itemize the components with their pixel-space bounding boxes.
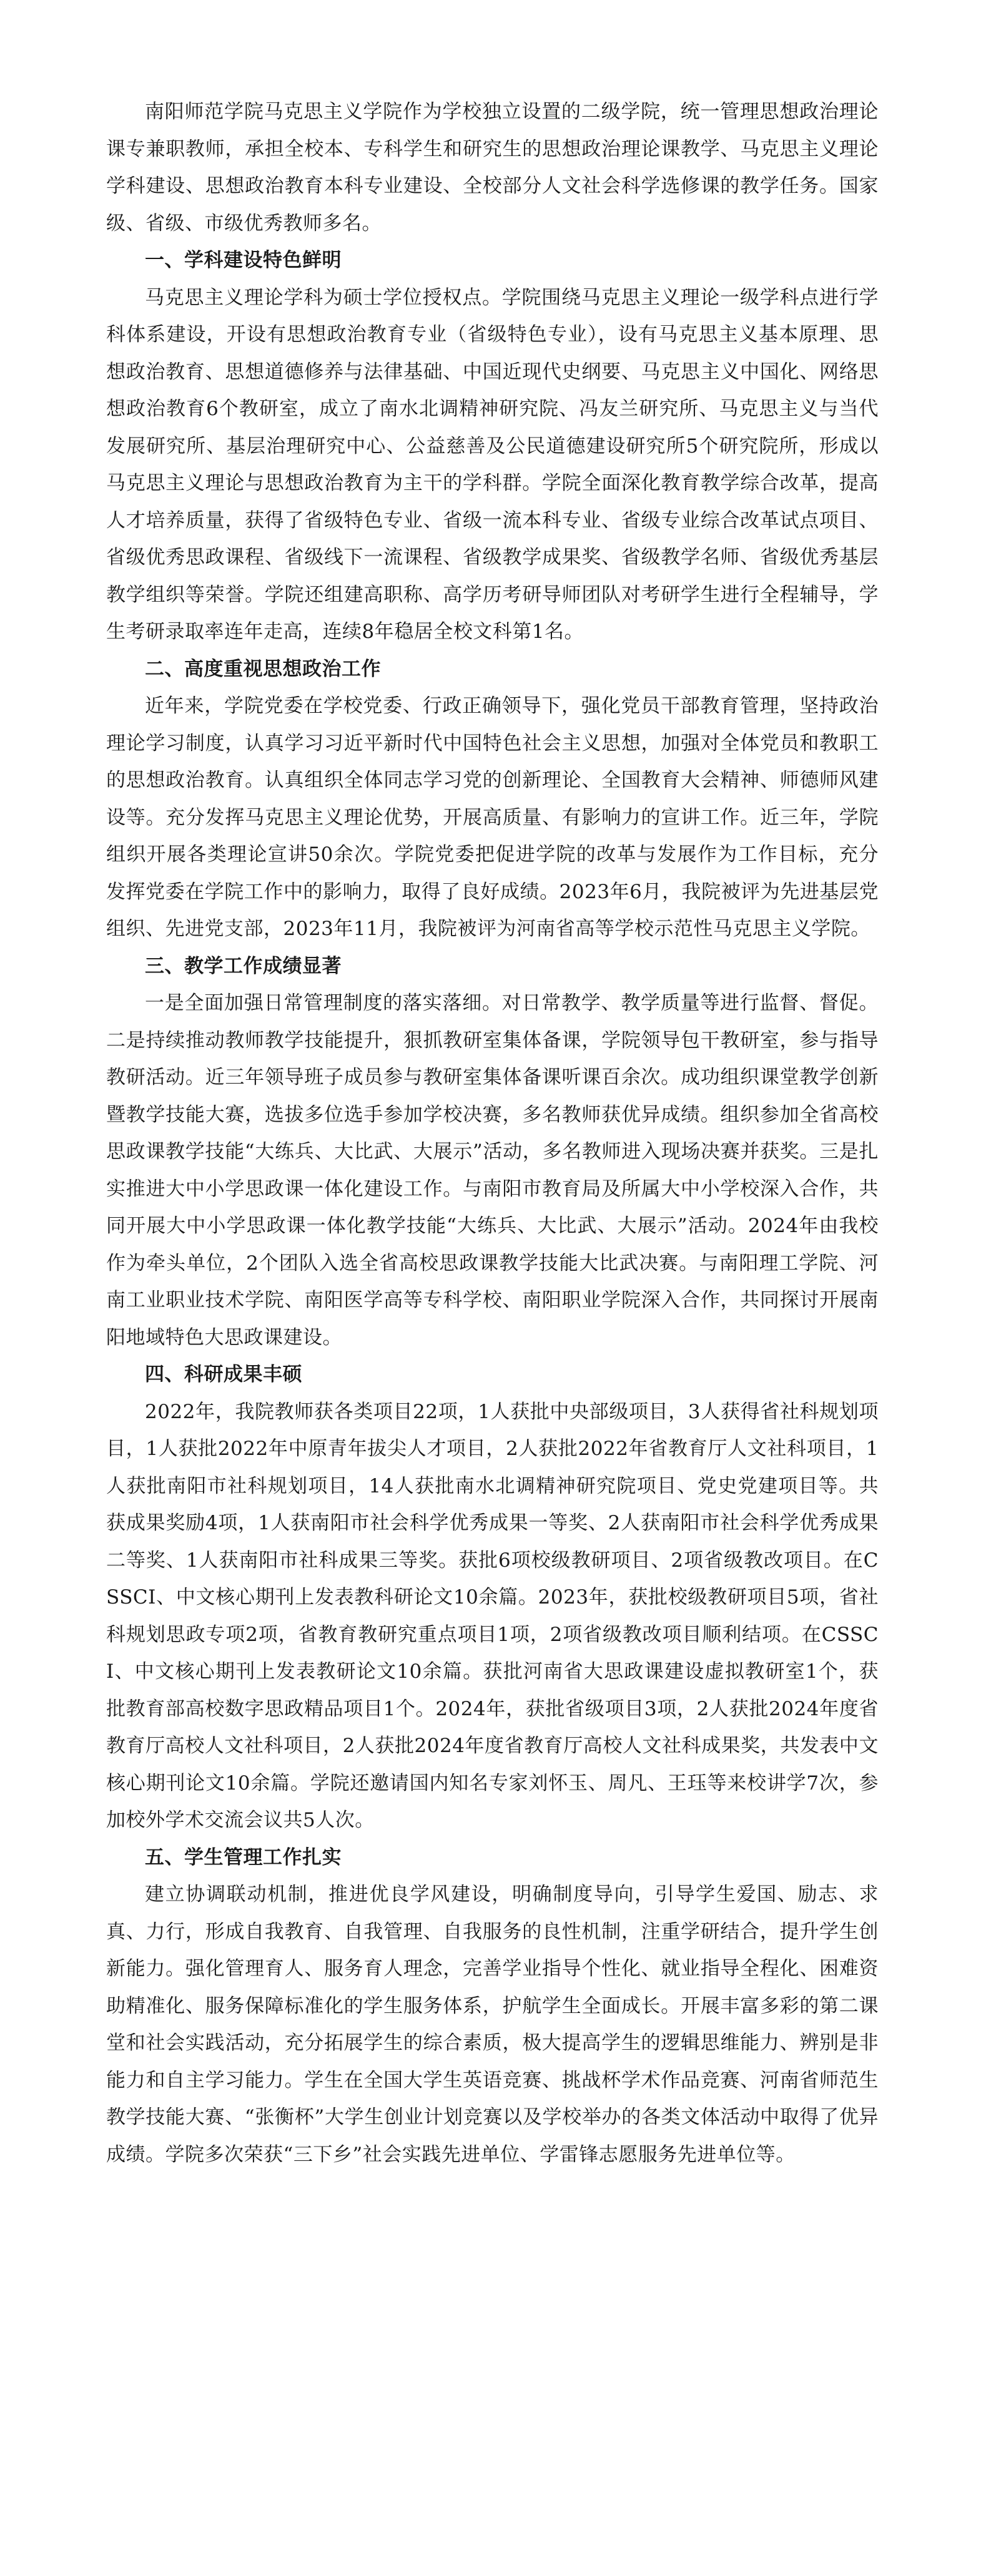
section-heading-1: 一、学科建设特色鲜明 — [145, 249, 342, 272]
section-heading-2: 二、高度重视思想政治工作 — [145, 657, 381, 680]
section-1-paragraph: 马克思主义理论学科为硕士学位授权点。学院围绕马克思主义理论一级学科点进行学科体系建设，开设有思想政治教育专业（省级特色专业），设有马克思主义基本原理、思想政治教育、思想道德修养与法律基础、中国近现代史纲要、马克思主义中国化、网络思想政治教育6个教研室，成立了南水北调精神研究院、冯友兰研究所、马克思主义与当代发展研究所、基层治理研究中心、公益慈善及公民道德建设研究所5个研究院所，形成以马克思主义理论与思想政治教育为主干的学科群。学院全面深化教育教学综合改革，提高人才培养质量，获得了省级特色专业、省级一流本科专业、省级专业综合改革试点项目、省级优秀思政课程、省级线下一流课程、省级教学成果奖、省级教学名师、省级优秀基层教学组织等荣誉。学院还组建高职称、高学历考研导师团队对考研学生进行全程辅导，学生考研录取率连年走高，连续8年稳居全校文科第1名。 — [106, 286, 879, 643]
section-3-paragraph: 一是全面加强日常管理制度的落实落细。对日常教学、教学质量等进行监督、督促。二是持续推动教师教学技能提升，狠抓教研室集体备课，学院领导包干教研室，参与指导教研活动。近三年领导班子成员参与教研室集体备课听课百余次。成功组织课堂教学创新暨教学技能大赛，选拔多位选手参加学校决赛，多名教师获优异成绩。组织参加全省高校思政课教学技能“大练兵、大比武、大展示”活动，多名教师进入现场决赛并获奖。三是扎实推进大中小学思政课一体化建设工作。与南阳市教育局及所属大中小学校深入合作，共同开展大中小学思政课一体化教学技能“大练兵、大比武、大展示”活动。2024年由我校作为牵头单位，2个团队入选全省高校思政课教学技能大比武决赛。与南阳理工学院、河南工业职业技术学院、南阳医学高等专科学校、南阳职业学院深入合作，共同探讨开展南阳地域特色大思政课建设。 — [106, 992, 879, 1349]
section-heading-3: 三、教学工作成绩显著 — [145, 954, 342, 977]
section-heading-5: 五、学生管理工作扎实 — [145, 1846, 342, 1869]
section-2-paragraph: 近年来，学院党委在学校党委、行政正确领导下，强化党员干部教育管理，坚持政治理论学习制度，认真学习习近平新时代中国特色社会主义思想，加强对全体党员和教职工的思想政治教育。认真组织全体同志学习党的创新理论、全国教育大会精神、师德师风建设等。充分发挥马克思主义理论优势，开展高质量、有影响力的宣讲工作。近三年，学院组织开展各类理论宣讲50余次。学院党委把促进学院的改革与发展作为工作目标，充分发挥党委在学院工作中的影响力，取得了良好成绩。2023年6月，我院被评为先进基层党组织、先进党支部，2023年11月，我院被评为河南省高等学校示范性马克思主义学院。 — [106, 695, 879, 940]
section-5-paragraph: 建立协调联动机制，推进优良学风建设，明确制度导向，引导学生爱国、励志、求真、力行，形成自我教育、自我管理、自我服务的良性机制，注重学研结合，提升学生创新能力。强化管理育人、服务育人理念，完善学业指导个性化、就业指导全程化、困难资助精准化、服务保障标准化的学生服务体系，护航学生全面成长。开展丰富多彩的第二课堂和社会实践活动，充分拓展学生的综合素质，极大提高学生的逻辑思维能力、辨别是非能力和自主学习能力。学生在全国大学生英语竞赛、挑战杯学术作品竞赛、河南省师范生教学技能大赛、“张衡杯”大学生创业计划竞赛以及学校举办的各类文体活动中取得了优异成绩。学院多次荣获“三下乡”社会实践先进单位、学雷锋志愿服务先进单位等。 — [106, 1883, 879, 2166]
section-4-paragraph: 2022年，我院教师获各类项目22项，1人获批中央部级项目，3人获得省社科规划项目，1人获批2022年中原青年拔尖人才项目，2人获批2022年省教育厅人文社科项目，1人获批南阳市社科规划项目，14人获批南水北调精神研究院项目、党史党建项目等。共获成果奖励4项，1人获南阳市社会科学优秀成果一等奖、2人获南阳市社会科学优秀成果二等奖、1人获南阳市社科成果三等奖。获批6项校级教研项目、2项省级教改项目。在CSSCI、中文核心期刊上发表教科研论文10余篇。2023年，获批校级教研项目5项，省社科规划思政专项2项，省教育教研究重点项目1项，2项省级教改项目顺利结项。在CSSCI、中文核心期刊上发表教研论文10余篇。获批河南省大思政课建设虚拟教研室1个，获批教育部高校数字思政精品项目1个。2024年，获批省级项目3项，2人获批2024年度省教育厅高校人文社科项目，2人获批2024年度省教育厅高校人文社科成果奖，共发表中文核心期刊论文10余篇。学院还邀请国内知名专家刘怀玉、周凡、王珏等来校讲学7次，参加校外学术交流会议共5人次。 — [106, 1400, 879, 1831]
intro-paragraph: 南阳师范学院马克思主义学院作为学校独立设置的二级学院，统一管理思想政治理论课专兼职教师，承担全校本、专科学生和研究生的思想政治理论课教学、马克思主义理论学科建设、思想政治教育本科专业建设、全校部分人文社会科学选修课的教学任务。国家级、省级、市级优秀教师多名。 — [106, 100, 879, 235]
section-heading-4: 四、科研成果丰硕 — [145, 1363, 302, 1386]
